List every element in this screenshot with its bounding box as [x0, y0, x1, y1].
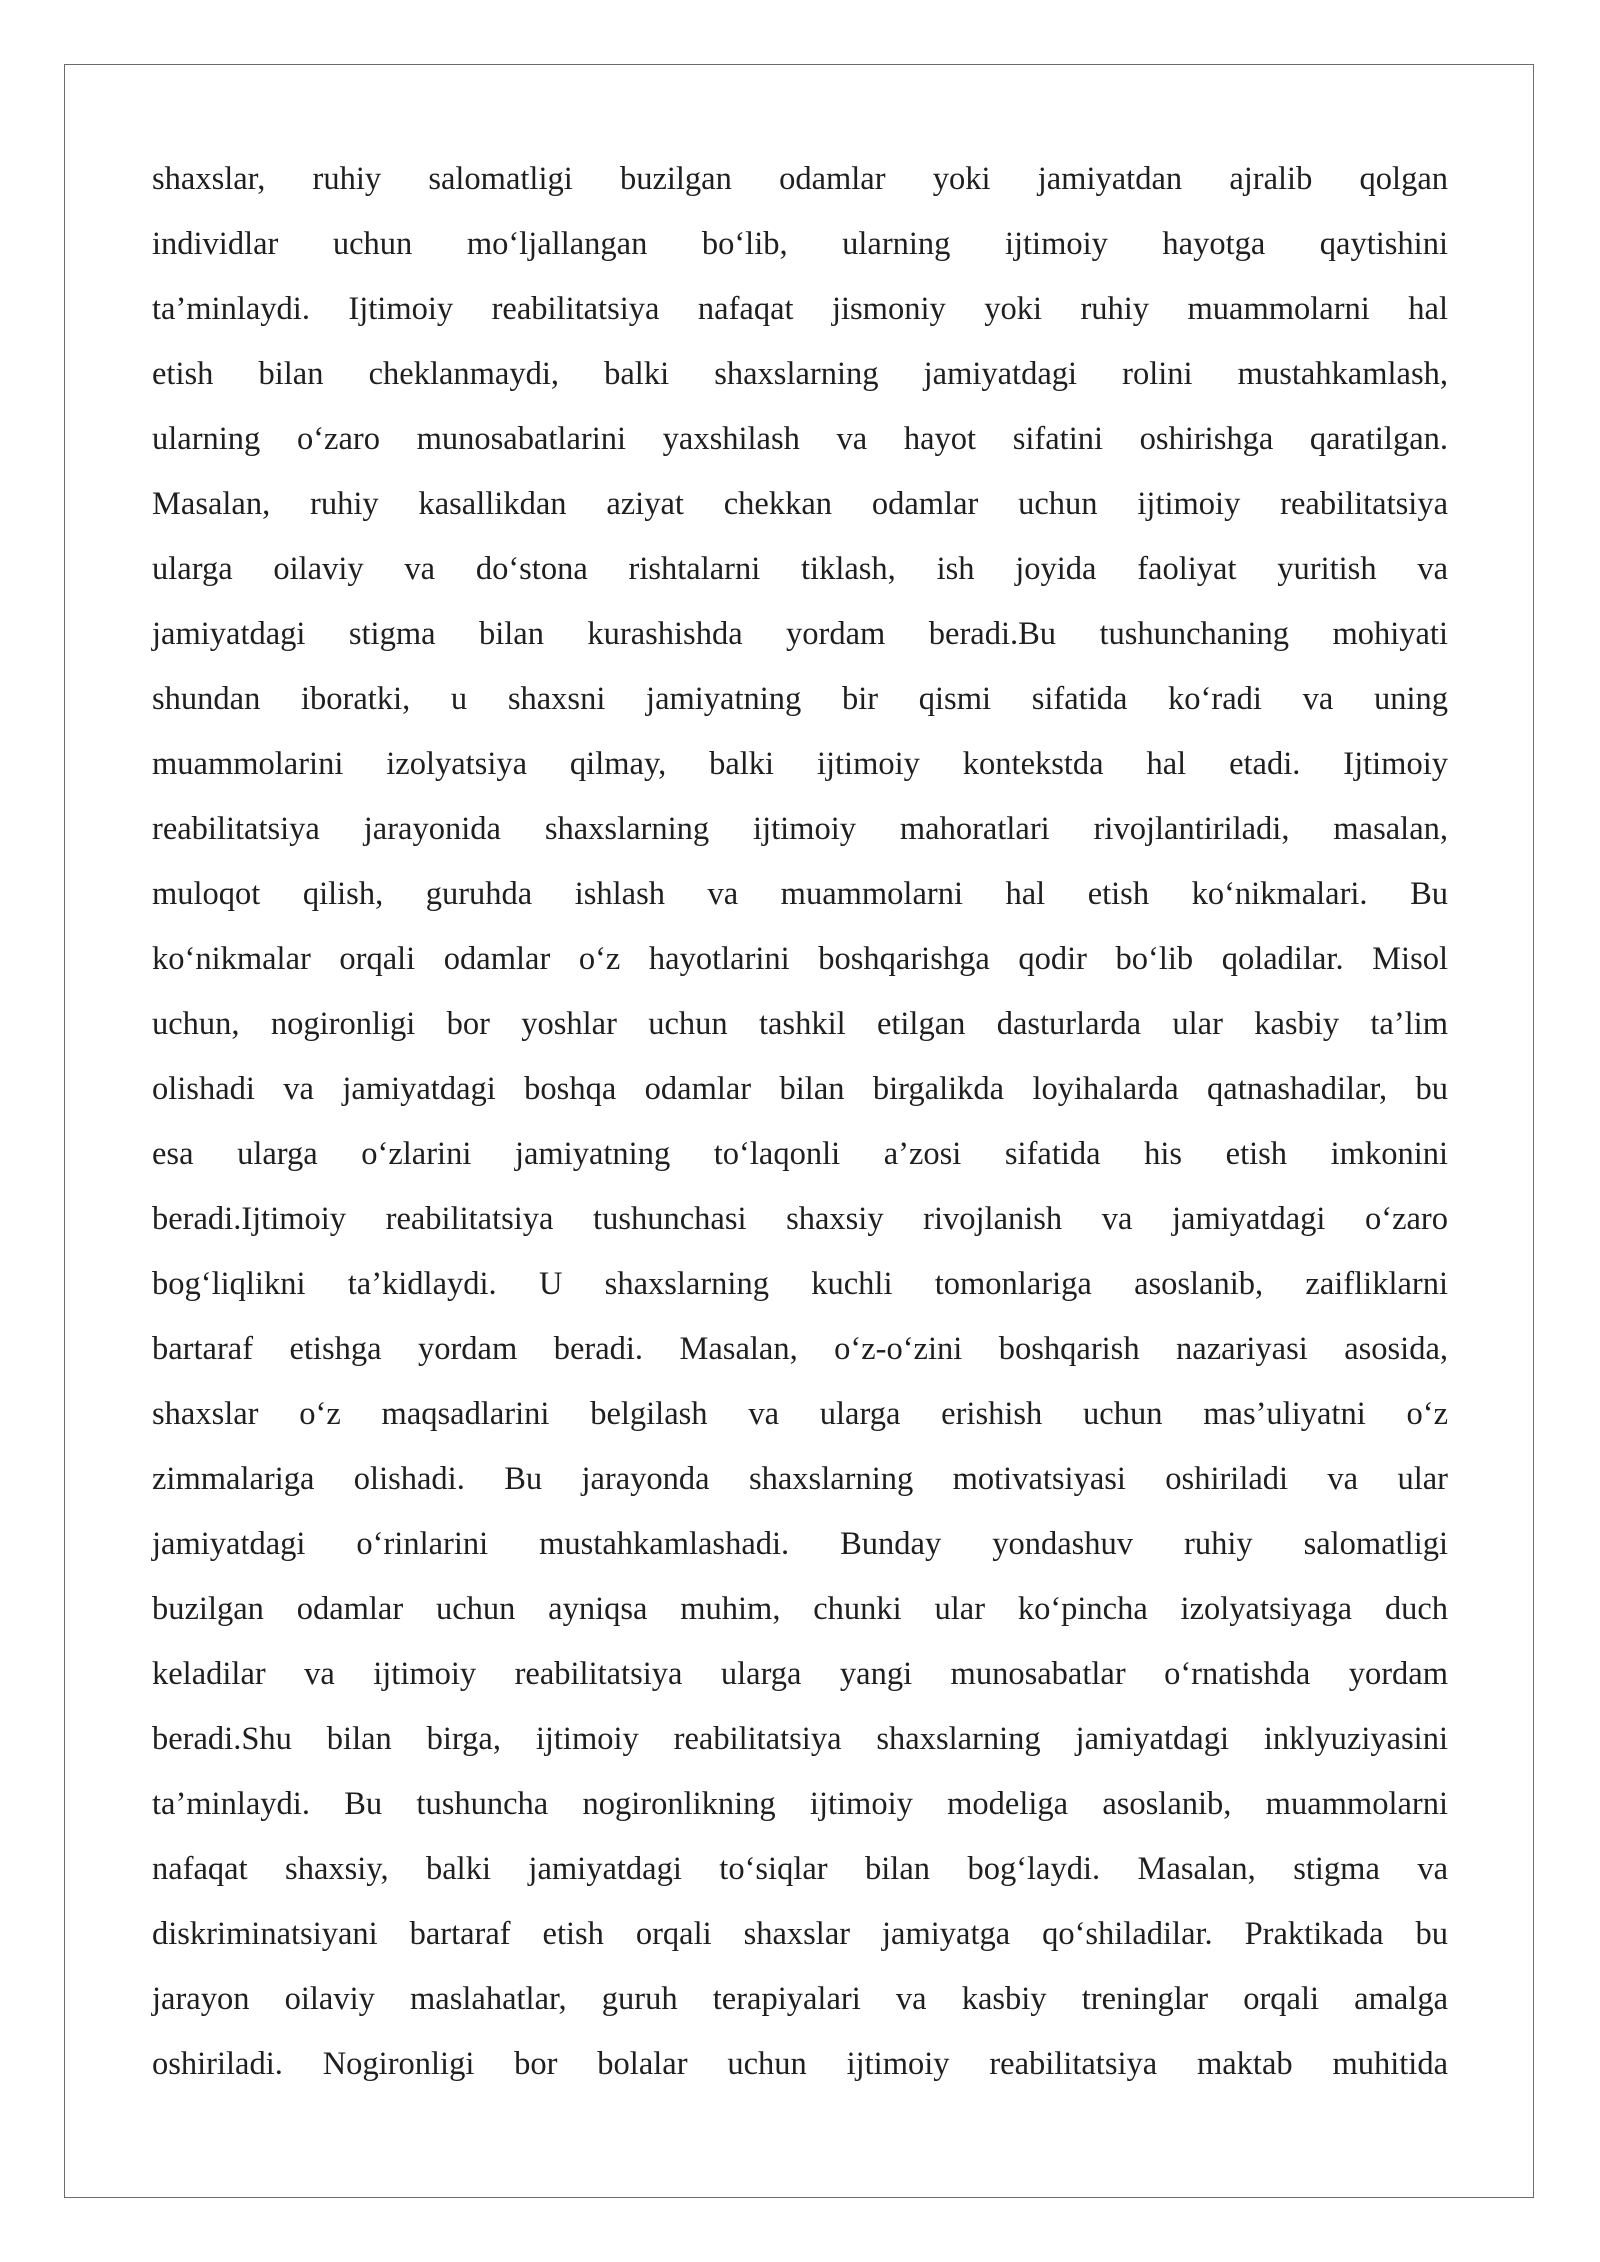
text-line: individlar uchun mo‘ljallangan bo‘lib, ularning ijtimoiy hayotga qaytishini — [152, 226, 1448, 262]
text-line: ularga oilaviy va do‘stona rishtalarni tiklash, ish joyida faoliyat yuritish va — [152, 551, 1448, 587]
text-line: Masalan, ruhiy kasallikdan aziyat chekkan odamlar uchun ijtimoiy reabilitatsiya — [152, 486, 1448, 522]
text-line: etish bilan cheklanmaydi, balki shaxslarning jamiyatdagi rolini mustahkamlash, — [152, 356, 1448, 392]
text-line: jamiyatdagi o‘rinlarini mustahkamlashadi. Bunday yondashuv ruhiy salomatligi — [152, 1526, 1448, 1562]
text-line: jarayon oilaviy maslahatlar, guruh terapiyalari va kasbiy treninglar orqali amalga — [152, 1981, 1448, 2017]
text-line: ularning o‘zaro munosabatlarini yaxshilash va hayot sifatini oshirishga qaratilgan. — [152, 421, 1448, 457]
text-line: bartaraf etishga yordam beradi. Masalan, o‘z-o‘zini boshqarish nazariyasi asosida, — [152, 1331, 1448, 1367]
text-line: ta’minlaydi. Ijtimoiy reabilitatsiya nafaqat jismoniy yoki ruhiy muammolarni hal — [152, 291, 1448, 327]
text-line: beradi.Shu bilan birga, ijtimoiy reabilitatsiya shaxslarning jamiyatdagi inklyuziyasini — [152, 1721, 1448, 1757]
text-line: uchun, nogironligi bor yoshlar uchun tashkil etilgan dasturlarda ular kasbiy ta’lim — [152, 1006, 1448, 1042]
text-line: reabilitatsiya jarayonida shaxslarning ijtimoiy mahoratlari rivojlantiriladi, masalan, — [152, 811, 1448, 847]
text-line: jamiyatdagi stigma bilan kurashishda yordam beradi.Bu tushunchaning mohiyati — [152, 616, 1448, 652]
text-line: olishadi va jamiyatdagi boshqa odamlar bilan birgalikda loyihalarda qatnashadilar, bu — [152, 1071, 1448, 1107]
text-line: zimmalariga olishadi. Bu jarayonda shaxslarning motivatsiyasi oshiriladi va ular — [152, 1461, 1448, 1497]
text-line: beradi.Ijtimoiy reabilitatsiya tushunchasi shaxsiy rivojlanish va jamiyatdagi o‘zaro — [152, 1201, 1448, 1237]
text-line: shundan iboratki, u shaxsni jamiyatning bir qismi sifatida ko‘radi va uning — [152, 681, 1448, 717]
text-line: muammolarini izolyatsiya qilmay, balki ijtimoiy kontekstda hal etadi. Ijtimoiy — [152, 746, 1448, 782]
text-line: ta’minlaydi. Bu tushuncha nogironlikning ijtimoiy modeliga asoslanib, muammolarni — [152, 1786, 1448, 1822]
text-line: keladilar va ijtimoiy reabilitatsiya ularga yangi munosabatlar o‘rnatishda yordam — [152, 1656, 1448, 1692]
text-line: shaxslar o‘z maqsadlarini belgilash va ularga erishish uchun mas’uliyatni o‘z — [152, 1396, 1448, 1432]
body-paragraph — [152, 147, 1448, 2097]
text-line: shaxslar, ruhiy salomatligi buzilgan odamlar yoki jamiyatdan ajralib qolgan — [152, 161, 1448, 197]
text-line: muloqot qilish, guruhda ishlash va muammolarni hal etish ko‘nikmalari. Bu — [152, 876, 1448, 912]
text-line: oshiriladi. Nogironligi bor bolalar uchun ijtimoiy reabilitatsiya maktab muhitida — [152, 2046, 1448, 2082]
text-line: nafaqat shaxsiy, balki jamiyatdagi to‘siqlar bilan bog‘laydi. Masalan, stigma va — [152, 1851, 1448, 1887]
text-line: buzilgan odamlar uchun ayniqsa muhim, chunki ular ko‘pincha izolyatsiyaga duch — [152, 1591, 1448, 1627]
text-line: bog‘liqlikni ta’kidlaydi. U shaxslarning kuchli tomonlariga asoslanib, zaifliklarni — [152, 1266, 1448, 1302]
text-line: ko‘nikmalar orqali odamlar o‘z hayotlarini boshqarishga qodir bo‘lib qoladilar. Misol — [152, 941, 1448, 977]
text-line: esa ularga o‘zlarini jamiyatning to‘laqonli a’zosi sifatida his etish imkonini — [152, 1136, 1448, 1172]
text-line: diskriminatsiyani bartaraf etish orqali shaxslar jamiyatga qo‘shiladilar. Praktikada bu — [152, 1916, 1448, 1952]
